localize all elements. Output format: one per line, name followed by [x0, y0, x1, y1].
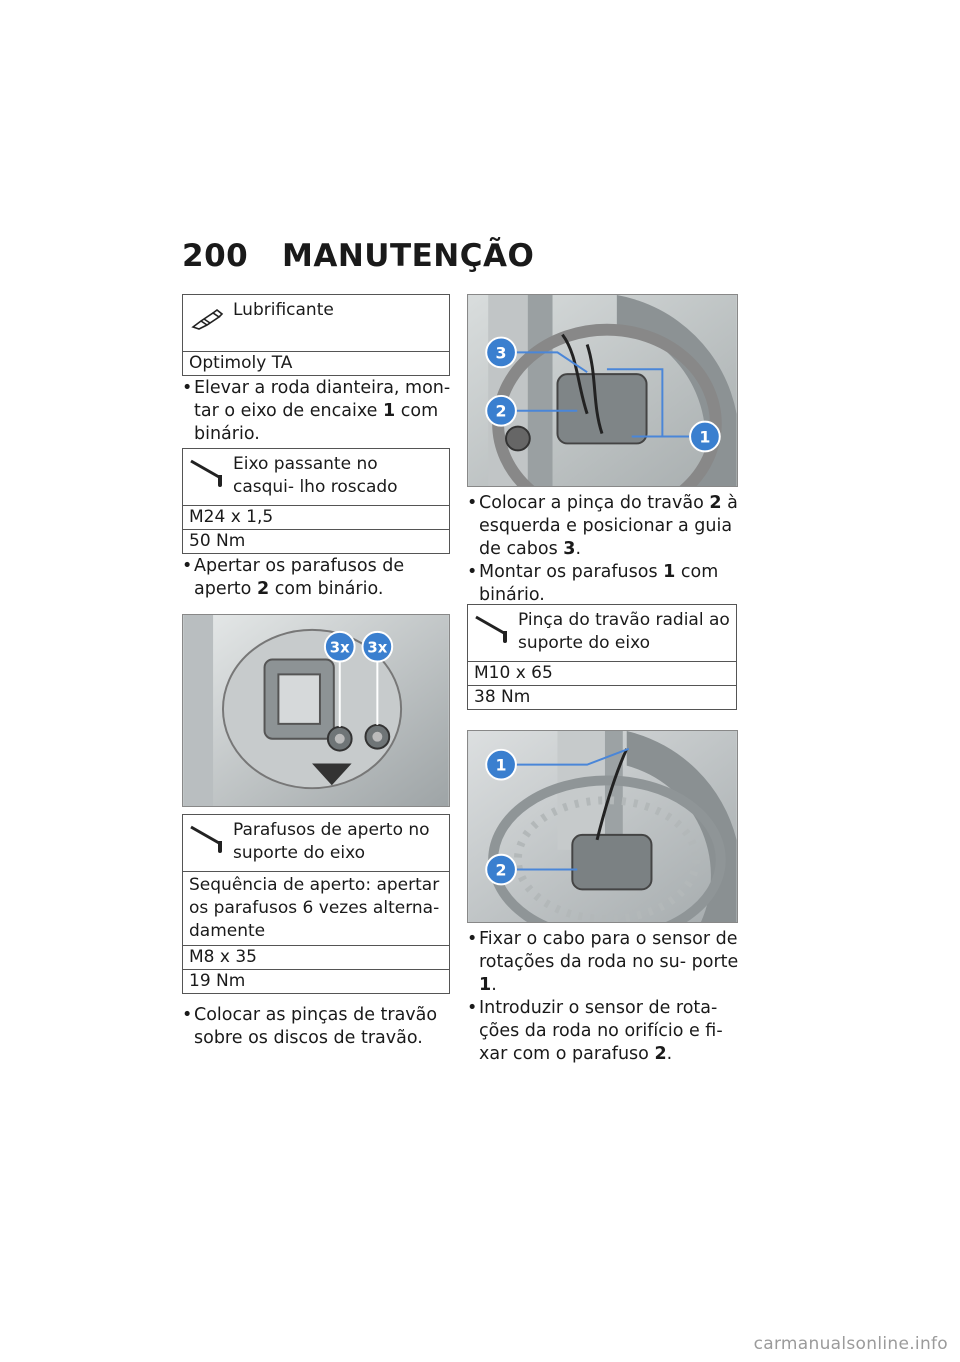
page-number: 200 — [182, 238, 249, 274]
photo-wheel-speed-sensor — [467, 730, 738, 923]
lubricant-tube-icon — [189, 305, 227, 331]
callout-label: 2 — [495, 401, 507, 421]
lubricant-spec-table — [182, 294, 450, 376]
photo-brake-caliper — [467, 294, 738, 487]
torque-wrench-icon — [189, 823, 227, 853]
instruction-item: • Introduzir o sensor de rota- ções da roda no orifício e fi- xar com o parafuso 2. — [467, 997, 739, 1066]
torque-thread: M24 x 1,5 — [183, 506, 449, 530]
callout-label: 2 — [495, 860, 507, 880]
callout-label: 3 — [495, 343, 507, 363]
callout-label: 3x — [329, 639, 350, 657]
instruction-item: • Colocar a pinça do travão 2 à esquerda e posicionar a guia de cabos 3. — [467, 492, 739, 561]
reference-number: 2 — [709, 493, 722, 513]
torque-label: Pinça do travão radial ao suporte do eixo — [518, 610, 730, 653]
callout-label: 1 — [699, 427, 711, 447]
torque-wrench-icon — [189, 457, 227, 487]
torque-spec-table-clamp — [182, 814, 450, 994]
instruction-item: • Apertar os parafusos de aperto 2 com binário. — [182, 555, 452, 601]
torque-value: 38 Nm — [474, 687, 531, 707]
instruction-item: • Montar os parafusos 1 com binário. — [467, 561, 739, 607]
instruction-item: • Fixar o cabo para o sensor de rotações da roda no su- porte 1. — [467, 928, 739, 997]
reference-number: 2 — [256, 579, 270, 599]
callout-label: 1 — [495, 755, 507, 775]
lubricant-label: Lubrificante — [233, 300, 334, 320]
lubricant-value: Optimoly TA — [189, 353, 293, 373]
torque-value: 19 Nm — [189, 971, 246, 991]
reference-number: 2 — [654, 1044, 667, 1064]
callout-label: 3x — [367, 639, 388, 657]
instruction-list-2 — [182, 555, 452, 601]
torque-spec-table-caliper — [467, 604, 737, 710]
torque-label: Parafusos de aperto no suporte do eixo — [233, 820, 430, 863]
reference-number: 1 — [382, 401, 396, 421]
torque-thread: M8 x 35 — [183, 946, 449, 970]
watermark: carmanualsonline.info — [753, 1334, 948, 1354]
page-header — [182, 238, 534, 274]
reference-number: 1 — [479, 975, 492, 995]
instruction-list-4 — [467, 492, 739, 607]
instruction-list-1 — [182, 377, 452, 446]
photo-axle-clamp-bolts — [182, 614, 450, 807]
torque-value: 50 Nm — [189, 531, 246, 551]
torque-wrench-icon — [474, 613, 512, 643]
reference-number: 3 — [563, 539, 576, 559]
torque-thread: M10 x 65 — [468, 662, 736, 686]
instruction-list-3 — [182, 1004, 452, 1050]
torque-label: Eixo passante no casqui- lho roscado — [233, 454, 398, 497]
reference-number: 1 — [663, 562, 676, 582]
instruction-list-5 — [467, 928, 739, 1066]
instruction-item: • Colocar as pinças de travão sobre os discos de travão. — [182, 1004, 452, 1050]
instruction-item: • Elevar a roda dianteira, mon- tar o eixo de encaixe 1 com binário. — [182, 377, 452, 446]
torque-spec-table-axle — [182, 448, 450, 554]
torque-sequence: Sequência de aperto: apertar os parafusos 6 vezes alterna- damente — [183, 872, 449, 946]
page-title: MANUTENÇÃO — [282, 238, 535, 274]
